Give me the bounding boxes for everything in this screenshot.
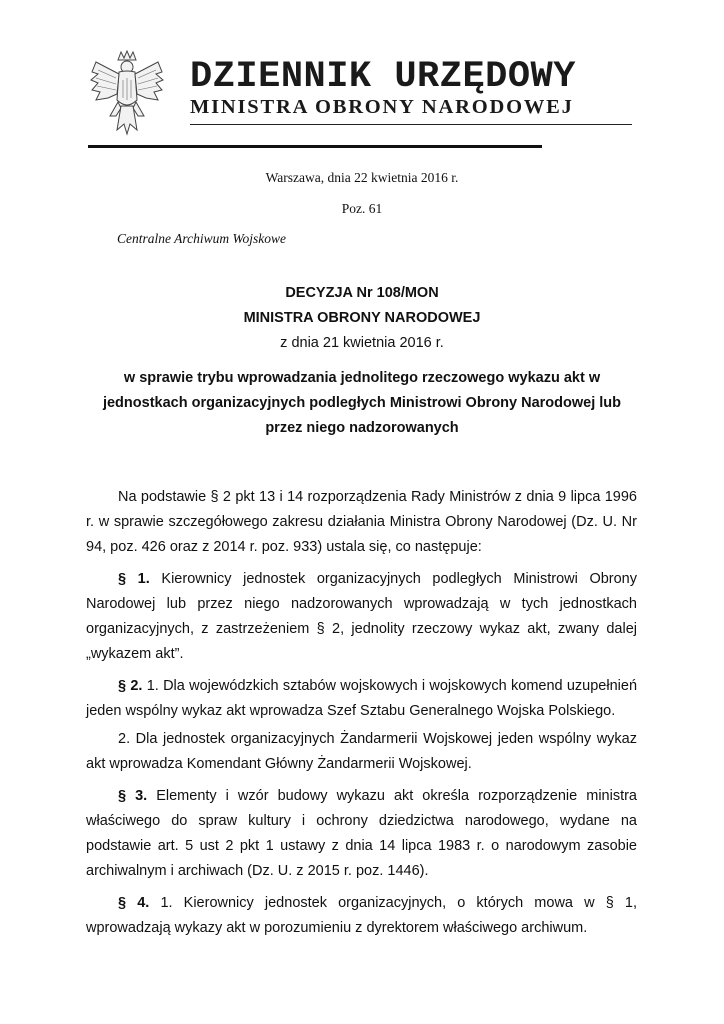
decision-date: z dnia 21 kwietnia 2016 r. [280,335,444,351]
section-2-item-2: 2. Dla jednostek organizacyjnych Żandarmerii Wojskowej jeden wspólny wykaz akt wprowadza Komendant Główny Żandarmerii Wojskowej. [86,731,637,772]
section-2 [86,674,637,724]
masthead-divider [190,124,632,125]
section-1-label: § 1. [118,571,150,587]
place-date: Warszawa, dnia 22 kwietnia 2016 r. [265,170,459,185]
masthead-subtitle: MINISTRA OBRONY NARODOWEJ [190,96,574,118]
decision-authority: MINISTRA OBRONY NARODOWEJ [243,310,481,326]
decision-number: DECYZJA Nr 108/MON [285,285,439,301]
issuer: Centralne Archiwum Wojskowe [117,231,286,246]
section-1-text: Kierownicy jednostek organizacyjnych podległych Ministrowi Obrony Narodowej lub przez niego nadzorowanych wprowadzają w tych jednostkach organizacyjnych, z zastrzeżeniem § 2, jednolity rzeczowy wykaz akt, zwany dalej „wykazem akt”. [86,571,637,662]
masthead-title: DZIENNIK URZĘDOWY [190,56,576,98]
section-1 [86,567,637,667]
polish-eagle-emblem [88,50,166,142]
decision-subject: w sprawie trybu wprowadzania jednolitego rzeczowego wykazu akt w jednostkach organizacyjnych podległych Ministrowi Obrony Narodowej lub przez niego nadzorowanych [102,370,622,436]
header-divider [88,145,542,148]
masthead [88,50,644,162]
section-3-text: Elementy i wzór budowy wykazu akt określa rozporządzenie ministra właściwego do spraw kultury i ochrony dziedzictwa narodowego, wydane na podstawie art. 5 ust 2 pkt 1 ustawy z dnia 14 lipca 1983 r. o narodowym zasobie archiwalnym i archiwach (Dz. U. z 2015 r. poz. 1446). [86,788,638,879]
section-4-text: 1. Kierownicy jednostek organizacyjnych, o których mowa w § 1, wprowadzają wykazy akt w porozumieniu z dyrektorem właściwego archiwum. [86,895,638,936]
decision-body [86,485,637,948]
preamble: Na podstawie § 2 pkt 13 i 14 rozporządzenia Rady Ministrów z dnia 9 lipca 1996 r. w sprawie szczegółowego zakresu działania Ministra Obrony Narodowej (Dz. U. Nr 94, poz. 426 oraz z 2014 r. poz. 933) ustala się, co następuje: [86,489,637,555]
position-number: Poz. 61 [341,201,383,216]
section-2-label: § 2. [118,678,143,694]
section-4-label: § 4. [118,895,150,911]
section-3 [86,784,637,884]
section-2-text-1: 1. Dla wojewódzkich sztabów wojskowych i wojskowych komend uzupełnień jeden wspólny wykaz akt wprowadza Szef Sztabu Generalnego Wojska Polskiego. [86,678,638,719]
section-4 [86,891,637,941]
section-3-label: § 3. [118,788,148,804]
